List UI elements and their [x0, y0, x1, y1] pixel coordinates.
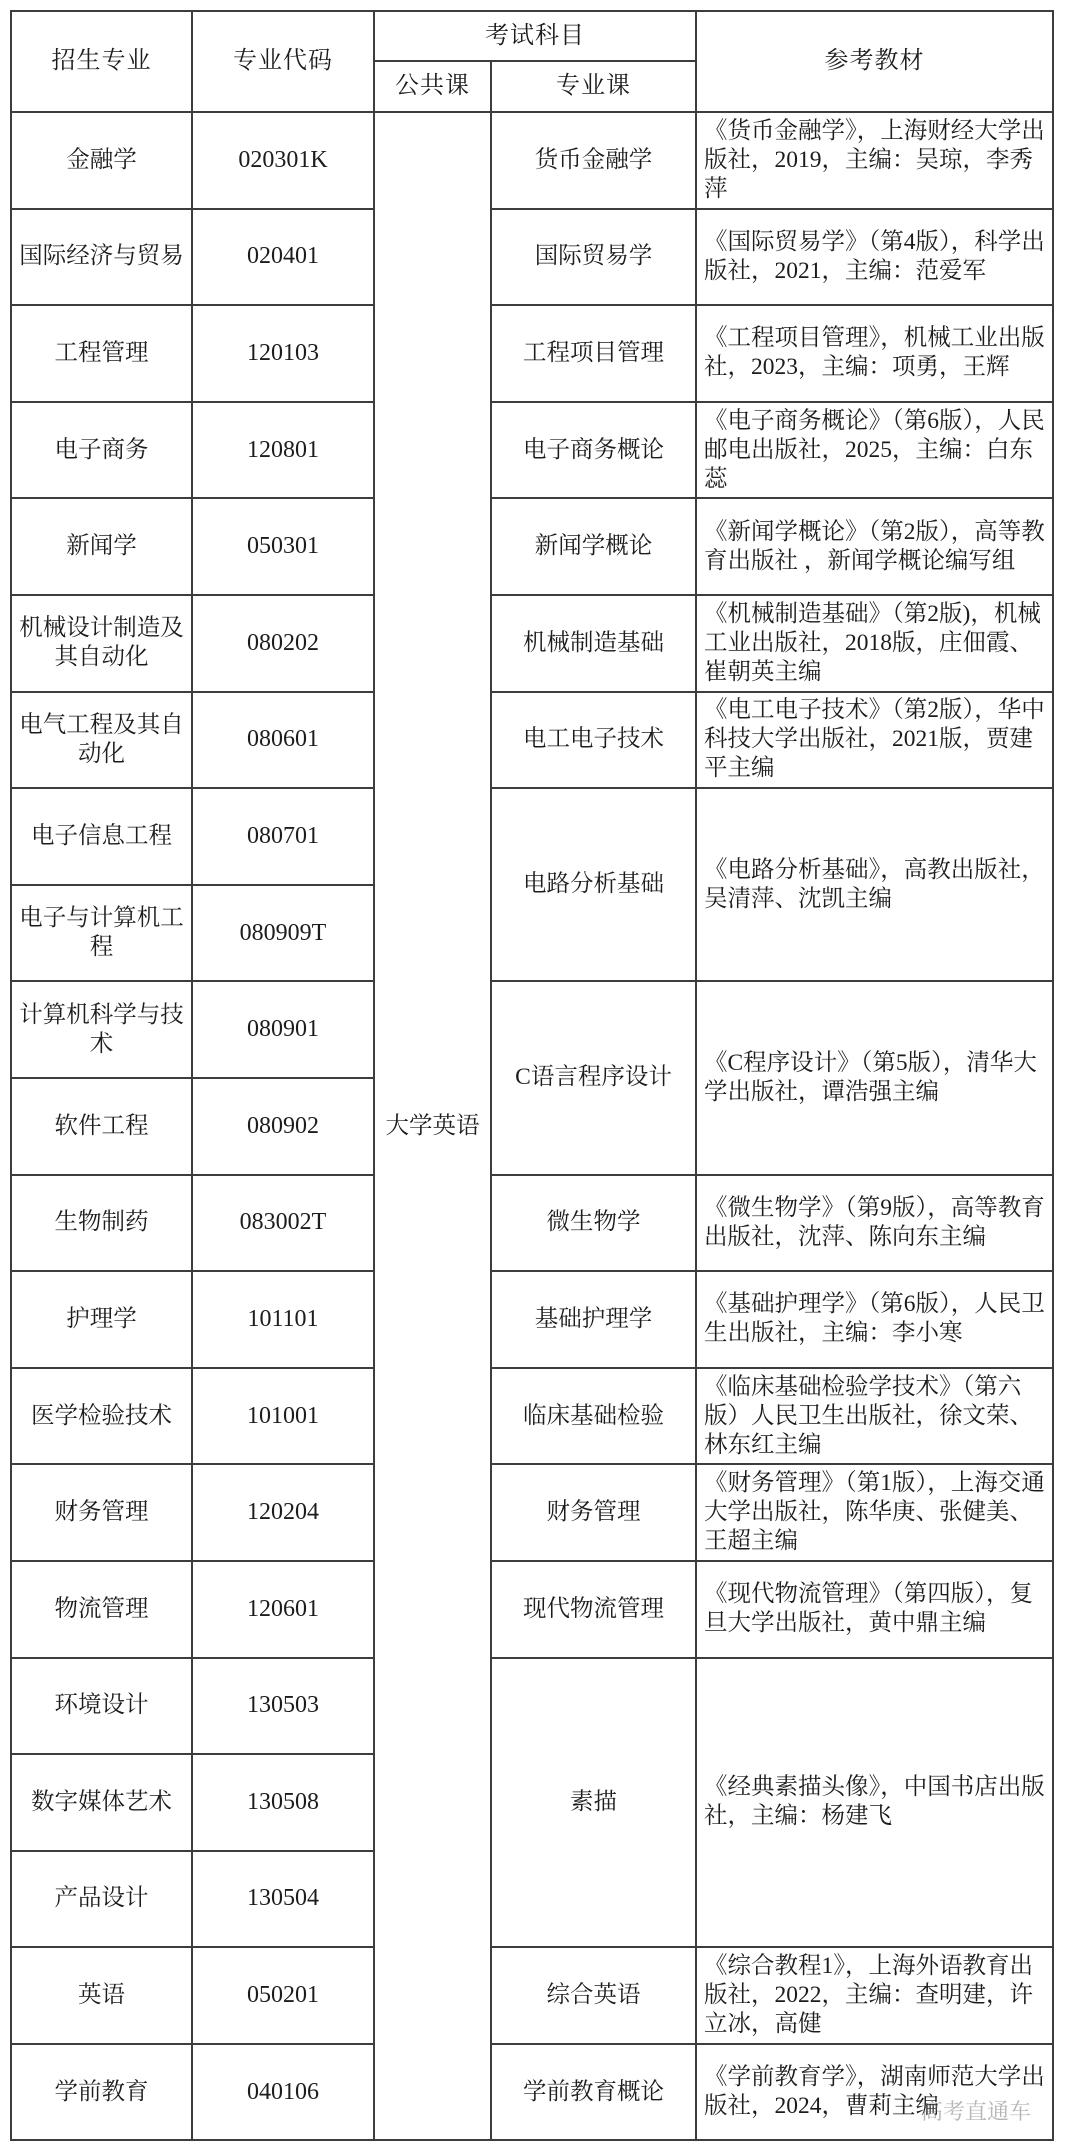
table-row [11, 1658, 1053, 1755]
table-row [11, 981, 1053, 1078]
specialty-course-cell: 工程项目管理 [491, 305, 696, 402]
code-cell: 050301 [192, 498, 374, 595]
table-row [11, 1368, 1053, 1465]
table-row [11, 1464, 1053, 1561]
major-cell: 英语 [11, 1947, 192, 2044]
header-major: 招生专业 [11, 11, 192, 112]
code-cell: 101101 [192, 1271, 374, 1368]
header-public-course: 公共课 [374, 61, 491, 112]
table-row [11, 209, 1053, 306]
major-cell: 计算机科学与技术 [11, 981, 192, 1078]
header-textbook: 参考教材 [696, 11, 1053, 112]
textbook-cell: 《微生物学》（第9版），高等教育出版社，沈萍、陈向东主编 [696, 1175, 1053, 1272]
major-cell: 新闻学 [11, 498, 192, 595]
major-cell: 生物制药 [11, 1175, 192, 1272]
major-cell: 金融学 [11, 112, 192, 209]
major-cell: 电气工程及其自动化 [11, 692, 192, 789]
table-row [11, 595, 1053, 692]
specialty-course-cell: 新闻学概论 [491, 498, 696, 595]
code-cell: 130503 [192, 1658, 374, 1755]
specialty-course-cell: C语言程序设计 [491, 981, 696, 1174]
specialty-course-cell: 电路分析基础 [491, 788, 696, 981]
header-row [11, 11, 1053, 61]
code-cell: 120103 [192, 305, 374, 402]
code-cell: 120204 [192, 1464, 374, 1561]
specialty-course-cell: 微生物学 [491, 1175, 696, 1272]
specialty-course-cell: 电工电子技术 [491, 692, 696, 789]
major-cell: 财务管理 [11, 1464, 192, 1561]
textbook-cell: 《基础护理学》（第6版），人民卫生出版社，主编：李小寒 [696, 1271, 1053, 1368]
specialty-course-cell: 财务管理 [491, 1464, 696, 1561]
major-cell: 电子商务 [11, 402, 192, 499]
code-cell: 130508 [192, 1754, 374, 1851]
watermark: 高考直通车 [921, 2100, 1032, 2125]
textbook-cell: 《电工电子技术》（第2版），华中科技大学出版社，2021版，贾建平主编 [696, 692, 1053, 789]
table-row [11, 788, 1053, 885]
table-row [11, 1175, 1053, 1272]
major-cell: 软件工程 [11, 1078, 192, 1175]
specialty-course-cell: 现代物流管理 [491, 1561, 696, 1658]
specialty-course-cell: 货币金融学 [491, 112, 696, 209]
major-cell: 电子信息工程 [11, 788, 192, 885]
textbook-cell: 《新闻学概论》（第2版），高等教育出版社 ，新闻学概论编写组 [696, 498, 1053, 595]
specialty-course-cell: 学前教育概论 [491, 2044, 696, 2141]
code-cell: 020401 [192, 209, 374, 306]
specialty-course-cell: 国际贸易学 [491, 209, 696, 306]
textbook-cell: 《机械制造基础》（第2版)，机械工业出版社，2018版，庄佃霞、崔朝英主编 [696, 595, 1053, 692]
textbook-cell: 《工程项目管理》，机械工业出版社，2023，主编：项勇，王辉 [696, 305, 1053, 402]
table-row [11, 402, 1053, 499]
textbook-cell: 《综合教程1》，上海外语教育出版社，2022，主编：查明建，许立冰，高健 [696, 1947, 1053, 2044]
code-cell: 080701 [192, 788, 374, 885]
table-row [11, 112, 1053, 209]
table-row [11, 1271, 1053, 1368]
major-cell: 护理学 [11, 1271, 192, 1368]
header-specialty-course: 专业课 [491, 61, 696, 112]
code-cell: 080902 [192, 1078, 374, 1175]
major-cell: 机械设计制造及其自动化 [11, 595, 192, 692]
code-cell: 130504 [192, 1851, 374, 1948]
code-cell: 080202 [192, 595, 374, 692]
major-cell: 环境设计 [11, 1658, 192, 1755]
specialty-course-cell: 临床基础检验 [491, 1368, 696, 1465]
textbook-cell: 《C程序设计》（第5版），清华大学出版社，谭浩强主编 [696, 981, 1053, 1174]
major-cell: 电子与计算机工程 [11, 885, 192, 982]
code-cell: 120601 [192, 1561, 374, 1658]
table-row [11, 2044, 1053, 2141]
specialty-course-cell: 素描 [491, 1658, 696, 1948]
enrollment-table [10, 10, 1054, 2141]
textbook-cell: 《货币金融学》，上海财经大学出版社，2019，主编：吴琼，李秀萍 [696, 112, 1053, 209]
major-cell: 学前教育 [11, 2044, 192, 2141]
code-cell: 080601 [192, 692, 374, 789]
major-cell: 物流管理 [11, 1561, 192, 1658]
specialty-course-cell: 基础护理学 [491, 1271, 696, 1368]
public-course-cell: 大学英语 [374, 112, 491, 2140]
specialty-course-cell: 电子商务概论 [491, 402, 696, 499]
textbook-cell: 《临床基础检验学技术》（第六版）人民卫生出版社，徐文荣、林东红主编 [696, 1368, 1053, 1465]
textbook-cell: 《电子商务概论》（第6版），人民邮电出版社，2025，主编：白东蕊 [696, 402, 1053, 499]
major-cell: 医学检验技术 [11, 1368, 192, 1465]
textbook-cell: 《电路分析基础》，高教出版社，吴清萍、沈凯主编 [696, 788, 1053, 981]
table-row [11, 1947, 1053, 2044]
code-cell: 080909T [192, 885, 374, 982]
code-cell: 040106 [192, 2044, 374, 2141]
textbook-cell: 《经典素描头像》，中国书店出版社，主编：杨建飞 [696, 1658, 1053, 1948]
textbook-cell: 《学前教育学》，湖南师范大学出版社，2024，曹莉主编 [696, 2044, 1053, 2141]
major-cell: 产品设计 [11, 1851, 192, 1948]
header-exam-subjects: 考试科目 [374, 11, 696, 61]
textbook-cell: 《国际贸易学》（第4版），科学出版社，2021，主编：范爱军 [696, 209, 1053, 306]
textbook-cell: 《现代物流管理》（第四版），复旦大学出版社，黄中鼎主编 [696, 1561, 1053, 1658]
code-cell: 083002T [192, 1175, 374, 1272]
table-row [11, 305, 1053, 402]
code-cell: 120801 [192, 402, 374, 499]
code-cell: 050201 [192, 1947, 374, 2044]
table-row [11, 498, 1053, 595]
major-cell: 国际经济与贸易 [11, 209, 192, 306]
major-cell: 工程管理 [11, 305, 192, 402]
major-cell: 数字媒体艺术 [11, 1754, 192, 1851]
table-row [11, 1561, 1053, 1658]
code-cell: 080901 [192, 981, 374, 1078]
code-cell: 101001 [192, 1368, 374, 1465]
header-code: 专业代码 [192, 11, 374, 112]
specialty-course-cell: 综合英语 [491, 1947, 696, 2044]
textbook-cell: 《财务管理》（第1版），上海交通大学出版社，陈华庚、张健美、王超主编 [696, 1464, 1053, 1561]
table-row [11, 692, 1053, 789]
code-cell: 020301K [192, 112, 374, 209]
specialty-course-cell: 机械制造基础 [491, 595, 696, 692]
